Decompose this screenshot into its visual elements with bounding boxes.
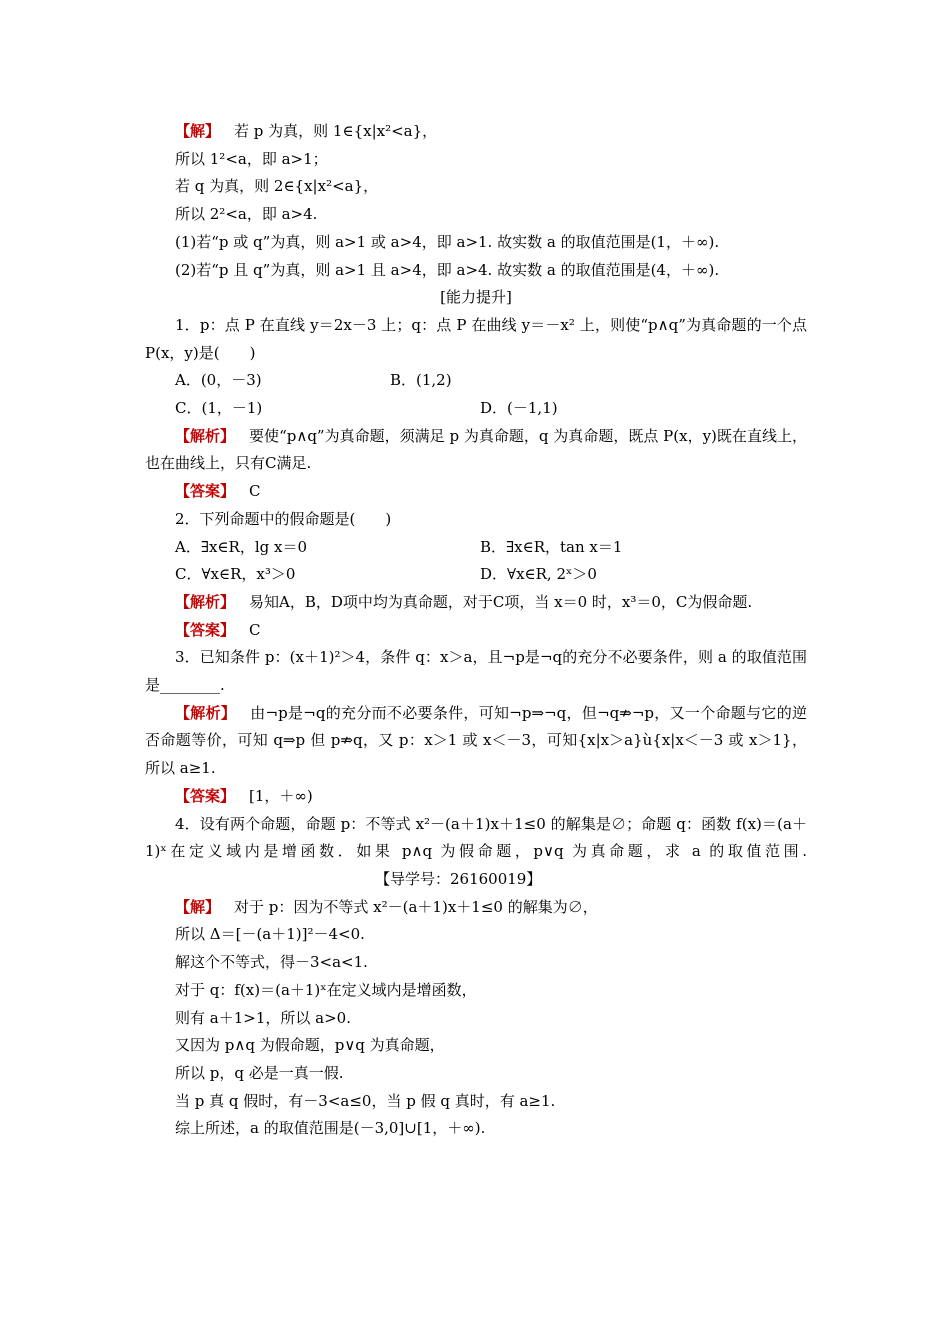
analysis-text: 由¬p是¬q的充分而不必要条件，可知¬p⇒¬q，但¬q⇏¬p，又一个命题与它的逆否命题等价，可知 q⇒p 但 p⇏q，又 p：x＞1 或 x＜－3，可知{x|x＞a}ù{x|x＜－3 或 x＞1}，所以 a≥1. <box>145 703 807 778</box>
answer-tag: 【答案】 <box>175 482 236 501</box>
solution-line-2: 所以 1²<a，即 a>1； <box>175 149 328 168</box>
option-c: C．(1，－1) <box>175 399 263 418</box>
question-4-solution-4: 对于 q：f(x)＝(a＋1)ˣ在定义域内是增函数， <box>175 980 477 999</box>
question-1-stem: 1．p：点 P 在直线 y＝2x－3 上；q：点 P 在曲线 y＝－x² 上，则使“p∧q”为真命题的一个点 P(x，y)是( ) <box>145 315 807 362</box>
question-3-answer <box>145 783 807 811</box>
option-d: D．∀x∈R, 2ˣ＞0 <box>480 565 597 584</box>
solution-text: 对于 p：因为不等式 x²－(a＋1)x＋1≤0 的解集为∅， <box>234 897 598 916</box>
question-1-options-row-1 <box>145 367 807 395</box>
question-4-text: 4．设有两个命题，命题 p：不等式 x²－(a＋1)x＋1≤0 的解集是∅；命题 q：函数 f(x)＝(a＋1)ˣ在定义域内是增函数．如果 p∧q 为假命题，p∨q 为真命题，求 a 的取值范围. <box>145 814 807 861</box>
answer-text: C <box>249 482 261 501</box>
question-2-options-row-1 <box>145 534 807 562</box>
analysis-tag: 【解析】 <box>175 426 236 445</box>
solution-line-4: 所以 2²<a，即 a>4. <box>175 205 318 224</box>
answer-tag: 【答案】 <box>175 620 236 639</box>
option-b: B．(1,2) <box>390 371 452 390</box>
question-4-solution-2: 所以 Δ＝[－(a＋1)]²－4<0. <box>175 925 365 944</box>
option-b: B．∃x∈R，tan x＝1 <box>480 537 623 556</box>
solution-tag: 【解】 <box>175 122 221 140</box>
question-3-analysis <box>145 700 807 783</box>
solution-line-5: (1)若“p 或 q”为真，则 a>1 或 a>4，即 a>1. 故实数 a 的取值范围是(1，＋∞). <box>175 232 720 251</box>
document-page <box>145 118 807 1143</box>
option-a: A．(0，－3) <box>175 371 262 390</box>
solution-line-1 <box>145 118 807 146</box>
question-2-stem: 2．下列命题中的假命题是( ) <box>175 509 392 528</box>
analysis-text: 要使“p∧q”为真命题，须满足 p 为真命题，q 为真命题，既点 P(x，y)既在直线上，也在曲线上，只有C满足. <box>145 426 807 473</box>
question-4-solution-6: 又因为 p∧q 为假命题，p∨q 为真命题， <box>175 1036 445 1055</box>
option-a: A．∃x∈R，lg x＝0 <box>175 537 307 556</box>
question-2-answer <box>145 617 807 645</box>
solution-line-6: (2)若“p 且 q”为真，则 a>1 且 a>4，即 a>4. 故实数 a 的取值范围是(4，＋∞). <box>175 260 720 279</box>
analysis-tag: 【解析】 <box>175 703 237 722</box>
question-4-solution-8: 当 p 真 q 假时，有－3<a≤0，当 p 假 q 真时，有 a≥1. <box>175 1091 556 1110</box>
question-4-stem <box>145 811 807 894</box>
section-title: [能力提升] <box>440 288 512 307</box>
answer-text: [1，＋∞) <box>249 786 313 805</box>
option-d: D．(－1,1) <box>480 399 558 418</box>
question-4-solution-7: 所以 p，q 必是一真一假. <box>175 1063 344 1082</box>
question-2-analysis <box>145 589 807 617</box>
question-4-solution-5: 则有 a＋1>1，所以 a>0. <box>175 1008 351 1027</box>
reference-number: 【导学号：26160019】 <box>375 869 542 888</box>
question-2-options-row-2 <box>145 561 807 589</box>
answer-tag: 【答案】 <box>175 786 236 805</box>
solution-text: 若 p 为真，则 1∈{x|x²<a}， <box>234 122 438 140</box>
question-1-analysis <box>145 423 807 478</box>
option-c: C．∀x∈R，x³＞0 <box>175 565 296 584</box>
question-4-solution-9: 综上所述，a 的取值范围是(－3,0]∪[1，＋∞). <box>175 1119 486 1138</box>
analysis-tag: 【解析】 <box>175 592 236 611</box>
analysis-text: 易知A，B，D项中均为真命题，对于C项，当 x＝0 时，x³＝0，C为假命题. <box>249 592 753 611</box>
solution-tag: 【解】 <box>175 897 221 916</box>
answer-text: C <box>249 620 261 639</box>
question-3-stem: 3．已知条件 p：(x＋1)²＞4，条件 q：x＞a，且¬p是¬q的充分不必要条件，则 a 的取值范围是________. <box>145 648 807 695</box>
solution-line-3: 若 q 为真，则 2∈{x|x²<a}， <box>175 177 379 196</box>
question-1-answer <box>145 478 807 506</box>
question-1-options-row-2 <box>145 395 807 423</box>
question-4-solution-3: 解这个不等式，得－3<a<1. <box>175 953 368 972</box>
question-4-solution-1 <box>145 894 807 922</box>
